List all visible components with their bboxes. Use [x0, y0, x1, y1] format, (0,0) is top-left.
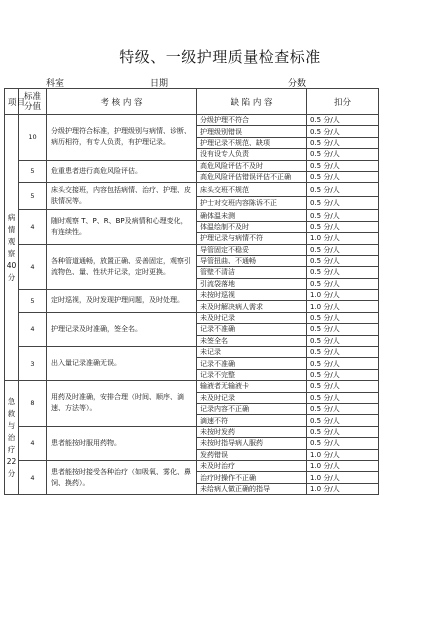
- deduct-cell: 1.0 分/人: [307, 290, 379, 301]
- defect-cell: 未及时解决病人需求: [197, 301, 307, 312]
- content-cell: 随时观察 T、P、R、BP及病情和心理变化，有连续性。: [47, 210, 197, 244]
- table-row: [5, 115, 379, 126]
- std-score-cell: 5: [19, 183, 47, 210]
- category-cell: [5, 381, 19, 495]
- defect-cell: 高危风险评估不及时: [197, 160, 307, 171]
- content-cell: 床头交接班，内容包括病情、治疗、护理、皮肤情况等。: [47, 183, 197, 210]
- defect-cell: 未给病人做正确的指导: [197, 483, 307, 494]
- deduct-cell: 0.5 分/人: [307, 347, 379, 358]
- defect-cell: 输液者无输液卡: [197, 381, 307, 392]
- std-score-cell: 5: [19, 290, 47, 313]
- deduct-cell: 1.0 分/人: [307, 472, 379, 483]
- deduct-cell: 0.5 分/人: [307, 149, 379, 160]
- deduct-cell: 0.5 分/人: [307, 278, 379, 289]
- score-label: 分数: [288, 79, 307, 89]
- std-score-cell: 4: [19, 460, 47, 494]
- content-cell: 出入量记录准确无误。: [47, 347, 197, 381]
- defect-cell: 记录不准确: [197, 358, 307, 369]
- deduct-cell: 1.0 分/人: [307, 233, 379, 244]
- defect-cell: 导管扭曲、不通畅: [197, 255, 307, 266]
- content-cell: 各种管道通畅，放置正确、妥善固定，观察引流物色、量、性状并记录，定时更换。: [47, 244, 197, 290]
- std-score-cell: 3: [19, 347, 47, 381]
- std-score-cell: 4: [19, 210, 47, 244]
- date-label: 日期: [150, 79, 169, 89]
- defect-cell: 高危风险评估错误评估不正确: [197, 171, 307, 182]
- std-score-cell: 4: [19, 312, 47, 346]
- deduct-cell: 0.5 分/人: [307, 171, 379, 182]
- deduct-cell: 0.5 分/人: [307, 324, 379, 335]
- defect-cell: 发药错误: [197, 449, 307, 460]
- header-item: 项目: [5, 89, 19, 115]
- deduct-cell: 0.5 分/人: [307, 244, 379, 255]
- table-row: [5, 160, 379, 171]
- inspection-table: [4, 88, 379, 495]
- table-header-row: [5, 89, 379, 115]
- deduct-cell: 0.5 分/人: [307, 126, 379, 137]
- defect-cell: 记录不完整: [197, 369, 307, 380]
- deduct-cell: 0.5 分/人: [307, 137, 379, 148]
- deduct-cell: 0.5 分/人: [307, 221, 379, 232]
- deduct-cell: 0.5 分/人: [307, 381, 379, 392]
- defect-cell: 引流袋落地: [197, 278, 307, 289]
- defect-cell: 未签全名: [197, 335, 307, 346]
- deduct-cell: 0.5 分/人: [307, 255, 379, 266]
- defect-cell: 体温绘制不及时: [197, 221, 307, 232]
- defect-cell: 未按时发药: [197, 426, 307, 437]
- table-row: [5, 183, 379, 197]
- defect-cell: 管壁不清洁: [197, 267, 307, 278]
- std-score-cell: 10: [19, 115, 47, 161]
- content-cell: 定时巡视，及时发现护理问题，及时处理。: [47, 290, 197, 313]
- table-row: [5, 426, 379, 437]
- content-cell: 用药及时准确，安排合理（时间、顺序、滴速、方法等）。: [47, 381, 197, 427]
- content-cell: 危重患者进行高危风险评估。: [47, 160, 197, 183]
- dept-label: 科室: [46, 79, 65, 89]
- defect-cell: 记录内容不正确: [197, 403, 307, 414]
- defect-cell: 没有设专人负责: [197, 149, 307, 160]
- content-cell: 护理记录及时准确，签全名。: [47, 312, 197, 346]
- std-score-cell: 4: [19, 426, 47, 460]
- deduct-cell: 0.5 分/人: [307, 438, 379, 449]
- defect-cell: 滴速不符: [197, 415, 307, 426]
- table-row: [5, 460, 379, 471]
- defect-cell: 护理级别错误: [197, 126, 307, 137]
- content-cell: 患者能按时接受各种治疗（如吸氧、雾化、鼻饲、换药）。: [47, 460, 197, 494]
- table-row: [5, 347, 379, 358]
- defect-cell: 未及时记录: [197, 312, 307, 323]
- deduct-cell: 0.5 分/人: [307, 115, 379, 126]
- deduct-cell: 0.5 分/人: [307, 267, 379, 278]
- defect-cell: 未按时巡视: [197, 290, 307, 301]
- deduct-cell: 0.5 分/人: [307, 196, 379, 210]
- defect-cell: 护士对交班内容陈诉不正: [197, 196, 307, 210]
- deduct-cell: 0.5 分/人: [307, 160, 379, 171]
- table-row: [5, 210, 379, 221]
- category-label: 病情观察40分: [6, 212, 17, 282]
- defect-cell: 导管固定不稳妥: [197, 244, 307, 255]
- deduct-cell: 0.5 分/人: [307, 312, 379, 323]
- deduct-cell: 1.0 分/人: [307, 483, 379, 494]
- deduct-cell: 0.5 分/人: [307, 403, 379, 414]
- defect-cell: 治疗时操作不正确: [197, 472, 307, 483]
- std-score-cell: 5: [19, 160, 47, 183]
- header-defect: 缺 陷 内 容: [197, 89, 307, 115]
- page-title: 特级、一级护理质量检查标准: [119, 48, 321, 66]
- category-cell: [5, 115, 19, 381]
- deduct-cell: 0.5 分/人: [307, 415, 379, 426]
- deduct-cell: 0.5 分/人: [307, 358, 379, 369]
- defect-cell: 护理记录不规范、缺项: [197, 137, 307, 148]
- content-cell: 患者能按时服用药物。: [47, 426, 197, 460]
- defect-cell: 确体温未测: [197, 210, 307, 221]
- header-deduct: 扣分: [307, 89, 379, 115]
- table-row: [5, 290, 379, 301]
- defect-cell: 记录不准确: [197, 324, 307, 335]
- deduct-cell: 0.5 分/人: [307, 335, 379, 346]
- table-row: [5, 244, 379, 255]
- deduct-cell: 1.0 分/人: [307, 449, 379, 460]
- std-score-cell: 4: [19, 244, 47, 290]
- defect-cell: 护理记录与病情不符: [197, 233, 307, 244]
- std-score-cell: 8: [19, 381, 47, 427]
- deduct-cell: 0.5 分/人: [307, 210, 379, 221]
- defect-cell: 未及时记录: [197, 392, 307, 403]
- header-content: 考 核 内 容: [47, 89, 197, 115]
- deduct-cell: 1.0 分/人: [307, 301, 379, 312]
- table-row: [5, 312, 379, 323]
- content-cell: 分级护理符合标准，护理级别与病情、诊断、病历相符，有专人负责，有护理记录。: [47, 115, 197, 161]
- table-row: [5, 381, 379, 392]
- category-label: 急救与治疗22分: [6, 396, 17, 478]
- deduct-cell: 0.5 分/人: [307, 369, 379, 380]
- defect-cell: 未按时指导病人服药: [197, 438, 307, 449]
- defect-cell: 未及时治疗: [197, 460, 307, 471]
- deduct-cell: 0.5 分/人: [307, 392, 379, 403]
- header-std: 标准分值: [19, 89, 47, 115]
- deduct-cell: 1.0 分/人: [307, 460, 379, 471]
- deduct-cell: 0.5 分/人: [307, 426, 379, 437]
- defect-cell: 分级护理不符合: [197, 115, 307, 126]
- defect-cell: 未记录: [197, 347, 307, 358]
- deduct-cell: 0.5 分/人: [307, 183, 379, 197]
- defect-cell: 床头交班不规范: [197, 183, 307, 197]
